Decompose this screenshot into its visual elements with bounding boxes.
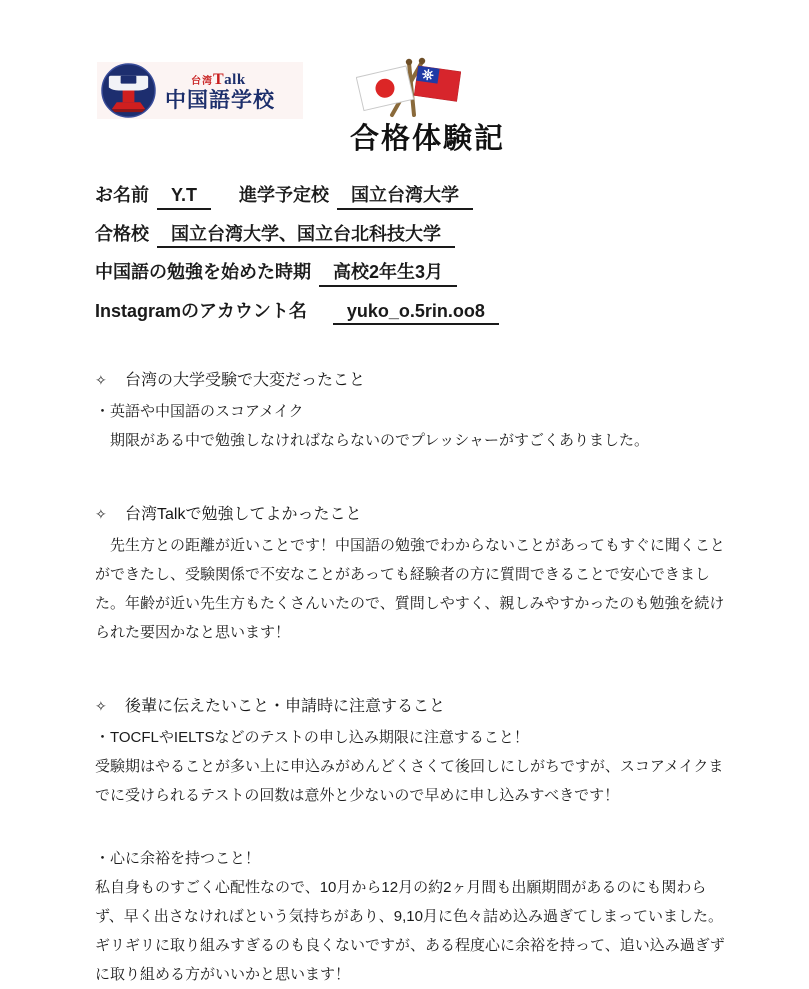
school-logo-icon [101,63,156,118]
paragraph: 先生方との距離が近いことです！中国語の勉強でわからないことがあってもすぐに聞くことができたし、受験関係で不安なことがあっても経験者の方に質問できることで安心できました。年齢が近い先生方もたくさんいたので、質問しやすく、親しみやすかったのも勉強を続けられた要因かなと思います！ [95,537,725,641]
section-hard-things [95,367,727,455]
form-row-instagram [95,300,727,326]
form-row-passed-schools [95,223,727,249]
applicant-info-form [95,184,727,325]
logo-talk-rest: alk [224,72,246,88]
paragraph: 私自身ものすごく心配性なので、10月から12月の約2ヶ月間も出願期間があるのにも関わらず、早く出さなければという気持ちがあり、9,10月に色々詰め込み過ぎてしまっていました。ギリギリに取り組みすぎるのも良くないですが、ある程度心に余裕を持って、追い込み過ぎずに取り組める方がいいかと思います！ [95,879,725,983]
logo-talk-t: T [213,71,225,88]
document-header [0,0,809,166]
diamond-bullet-icon: ✧ [95,698,107,714]
paragraph: ・心に余裕を持つこと！ [95,850,261,867]
study-start-label: 中国語の勉強を始めた時期 [95,262,311,282]
section-advice [95,693,727,989]
section-heading-text: 台湾Talkで勉強してよかったこと [125,506,362,523]
school-logo-text [165,72,275,111]
paragraph: ・TOCFLやIELTSなどのテストの申し込み期限に注意すること！ [95,729,529,746]
name-label: お名前 [95,185,149,205]
form-row-name-and-school [95,184,727,210]
planned-school-value: 国立台湾大学 [337,184,473,210]
form-row-study-start [95,261,727,287]
section-heading [95,693,727,716]
logo-line-talk [191,72,275,88]
section-heading [95,501,727,524]
diamond-bullet-icon: ✧ [95,372,107,388]
instagram-label-ja: のアカウント名 [181,300,307,321]
instagram-value: yuko_o.5rin.oo8 [333,300,499,326]
school-logo [97,62,303,119]
planned-school-label: 進学予定校 [239,185,330,205]
japan-taiwan-crossed-flags-icon [356,56,461,122]
name-value: Y.T [157,184,211,210]
logo-taiwan-text: 台湾 [191,76,213,87]
paragraph: ・英語や中国語のスコアメイク [95,403,304,420]
passed-schools-value: 国立台湾大学、国立台北科技大学 [157,223,455,249]
page-title: 合格体験記 [349,123,505,155]
passed-schools-label: 合格校 [95,223,149,244]
logo-school-name: 中国語学校 [165,88,275,112]
document-body [0,166,809,989]
paragraph: 期限がある中で勉強しなければならないのでプレッシャーがすごくありました。 [95,432,649,449]
section-good-things [95,501,727,647]
diamond-bullet-icon: ✧ [95,506,107,522]
paragraph: 受験期はやることが多い上に申込みがめんどくさくて後回しにしがちですが、スコアメイクまでに受けられるテストの回数は意外と少ないので早めに申し込みすべきです！ [95,758,724,804]
instagram-label-en: Instagram [95,300,182,321]
section-heading-text: 後輩に伝えたいこと・申請時に注意すること [125,698,446,715]
section-heading-text: 台湾の大学受験で大変だったこと [125,372,366,389]
experience-sections [95,367,727,989]
study-start-value: 高校2年生3月 [319,261,457,287]
section-heading [95,367,727,390]
